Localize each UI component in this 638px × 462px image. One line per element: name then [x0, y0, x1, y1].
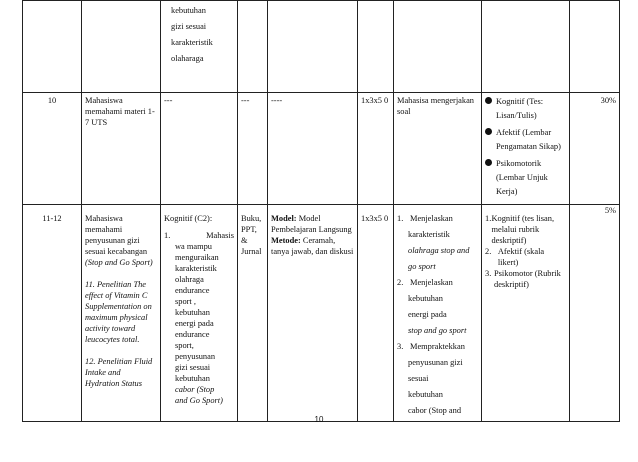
table-row: [23, 93, 620, 205]
cell-media: Buku, PPT, & Jurnal: [238, 205, 268, 422]
table-row: [23, 205, 620, 422]
cell-continued-objective: kebutuhan gizi sesuai karakteristik olaharaga: [161, 1, 238, 93]
cell-objective: ---: [161, 93, 238, 205]
rps-table: [22, 0, 620, 422]
cell-outcome: Mahasiswa memahami penyusunan gizi sesuai kecabangan (Stop and Go Sport) 11. Penelitian The effect of Vitamin C Supplementation on maximum physical activity toward leucocytes total. 12. Penelitian Fluid Intake and Hydration Status: [82, 205, 161, 422]
cell-activity: Mahasisa mengerjakan soal: [394, 93, 482, 205]
cell-time: 1x3x5 0: [358, 93, 394, 205]
reference-12: 12. Penelitian Fluid Intake and Hydration Status: [85, 357, 153, 388]
cell-week: 11-12: [23, 205, 82, 422]
list-item: Afektif (Lembar Pengamatan Sikap): [485, 126, 566, 154]
reference-11: 11. Penelitian The effect of Vitamin C Supplementation on maximum physical activity toward leucocytes total.: [85, 280, 152, 344]
cell-activity: 1. Menjelaskan karakteristik olahraga stop and go sport 2. Menjelaskan kebutuhan energi pada stop and go sport 3. Mempraktekkan penyusunan gizi sesuai kebutuhan cabor (Stop and: [394, 205, 482, 422]
cell-outcome: Mahasiswa memahami materi 1-7 UTS: [82, 93, 161, 205]
cell-method: ----: [268, 93, 358, 205]
table-row: [23, 1, 620, 93]
cell-week: 10: [23, 93, 82, 205]
list-item: Psikomotorik (Lembar Unjuk Kerja): [485, 157, 566, 199]
page-number: 10: [314, 415, 324, 424]
list-item: Kognitif (Tes: Lisan/Tulis): [485, 95, 566, 123]
bullet-icon: [485, 128, 492, 135]
cell-media: ---: [238, 93, 268, 205]
cell-weight: 5%: [570, 205, 620, 422]
cell-time: 1x3x5 0: [358, 205, 394, 422]
cell-assessment: 1. Kognitif (tes lisan, melalui rubrik deskriptif) 2. Afektif (skala likert) 3. Psikomotor (Rubrik deskriptif): [482, 205, 570, 422]
bullet-icon: [485, 159, 492, 166]
cell-assessment: [482, 93, 570, 205]
cell-weight: 30%: [570, 93, 620, 205]
bullet-icon: [485, 97, 492, 104]
cell-method: Model: Model Pembelajaran Langsung Metode: Ceramah, tanya jawab, dan diskusi: [268, 205, 358, 422]
cell-objective: Kognitif (C2): 1. Mahasis wa mampu menguraikan karakteristik olahraga endurance sport , kebutuhan energi pada endurance sport, penyusunan gizi sesuai kebutuhan cabor (Stop and Go Sport): [161, 205, 238, 422]
